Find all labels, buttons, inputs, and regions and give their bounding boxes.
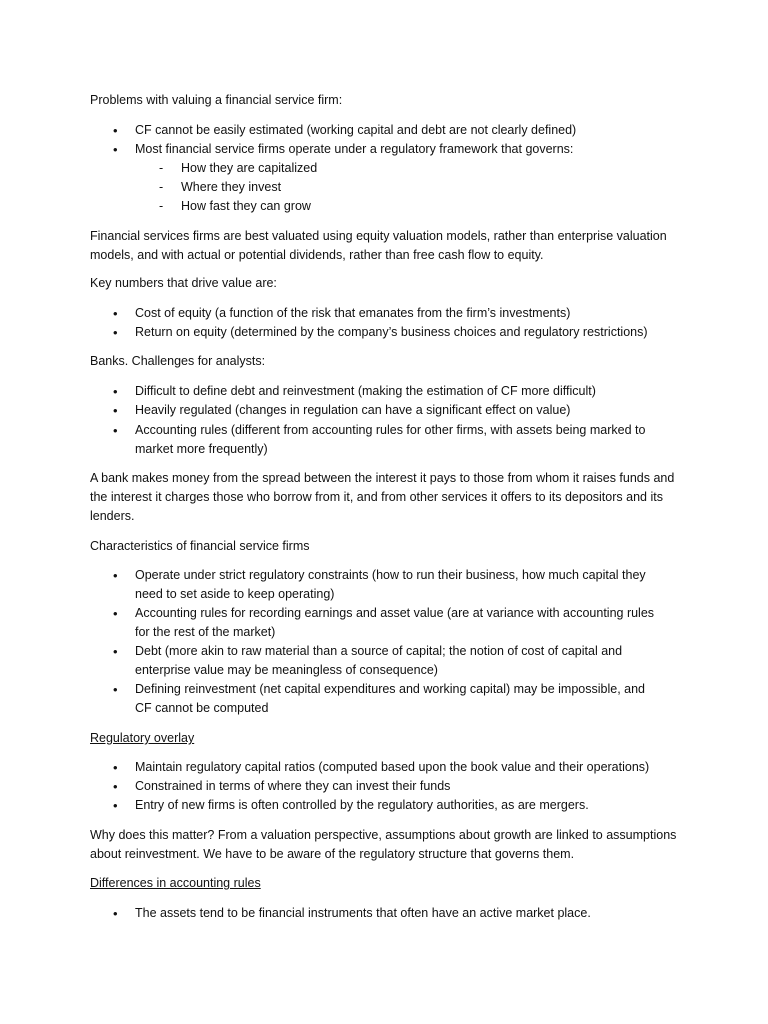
list-item: • Accounting rules (different from accounting rules for other firms, with assets being marked to market more frequently) <box>135 421 670 459</box>
list-item: • Constrained in terms of where they can invest their funds <box>135 777 695 796</box>
list-item: • Return on equity (determined by the company’s business choices and regulatory restrictions) <box>135 323 695 342</box>
sub-list-item: - How they are capitalized <box>181 159 681 178</box>
sub-list-item: - How fast they can grow <box>181 197 681 216</box>
list-item: • Defining reinvestment (net capital expenditures and working capital) may be impossible, and CF cannot be computed <box>135 680 655 718</box>
sub-list-item: - Where they invest <box>181 178 681 197</box>
list-item: • The assets tend to be financial instruments that often have an active market place. <box>135 904 695 923</box>
list-item: • Cost of equity (a function of the risk that emanates from the firm’s investments) <box>135 304 695 323</box>
intro-heading: Problems with valuing a financial service firm: <box>90 93 343 107</box>
paragraph: Key numbers that drive value are: <box>90 276 277 290</box>
paragraph: Characteristics of financial service firms <box>90 539 310 553</box>
list-item: • Entry of new firms is often controlled by the regulatory authorities, as are mergers. <box>135 796 695 815</box>
paragraph: Banks. Challenges for analysts: <box>90 354 266 368</box>
section-heading: Differences in accounting rules <box>90 876 261 890</box>
list-item: • Operate under strict regulatory constraints (how to run their business, how much capital they need to set aside to keep operating) <box>135 566 670 604</box>
paragraph: Why does this matter? From a valuation perspective, assumptions about growth are linked to assumptions about reinvestment. We have to be aware of the regulatory structure that governs them. <box>90 828 677 861</box>
list-item: • Debt (more akin to raw material than a source of capital; the notion of cost of capital and enterprise value may be meaningless of consequence) <box>135 642 645 680</box>
list-item: • Difficult to define debt and reinvestment (making the estimation of CF more difficult) <box>135 382 695 401</box>
section-heading: Regulatory overlay <box>90 731 195 745</box>
list-item: • Heavily regulated (changes in regulation can have a significant effect on value) <box>135 401 695 420</box>
list-item: • CF cannot be easily estimated (working capital and debt are not clearly defined) <box>135 121 695 140</box>
list-item: • Most financial service firms operate under a regulatory framework that governs: <box>135 140 695 159</box>
paragraph: A bank makes money from the spread between the interest it pays to those from whom it raises funds and the interest it charges those who borrow from it, and from other services it offers to its depositors and its lenders. <box>90 471 675 523</box>
list-item: • Accounting rules for recording earnings and asset value (are at variance with accounting rules for the rest of the market) <box>135 604 670 642</box>
list-item: • Maintain regulatory capital ratios (computed based upon the book value and their operations) <box>135 758 695 777</box>
paragraph: Financial services firms are best valuated using equity valuation models, rather than enterprise valuation models, and with actual or potential dividends, rather than free cash flow to equity. <box>90 229 667 262</box>
